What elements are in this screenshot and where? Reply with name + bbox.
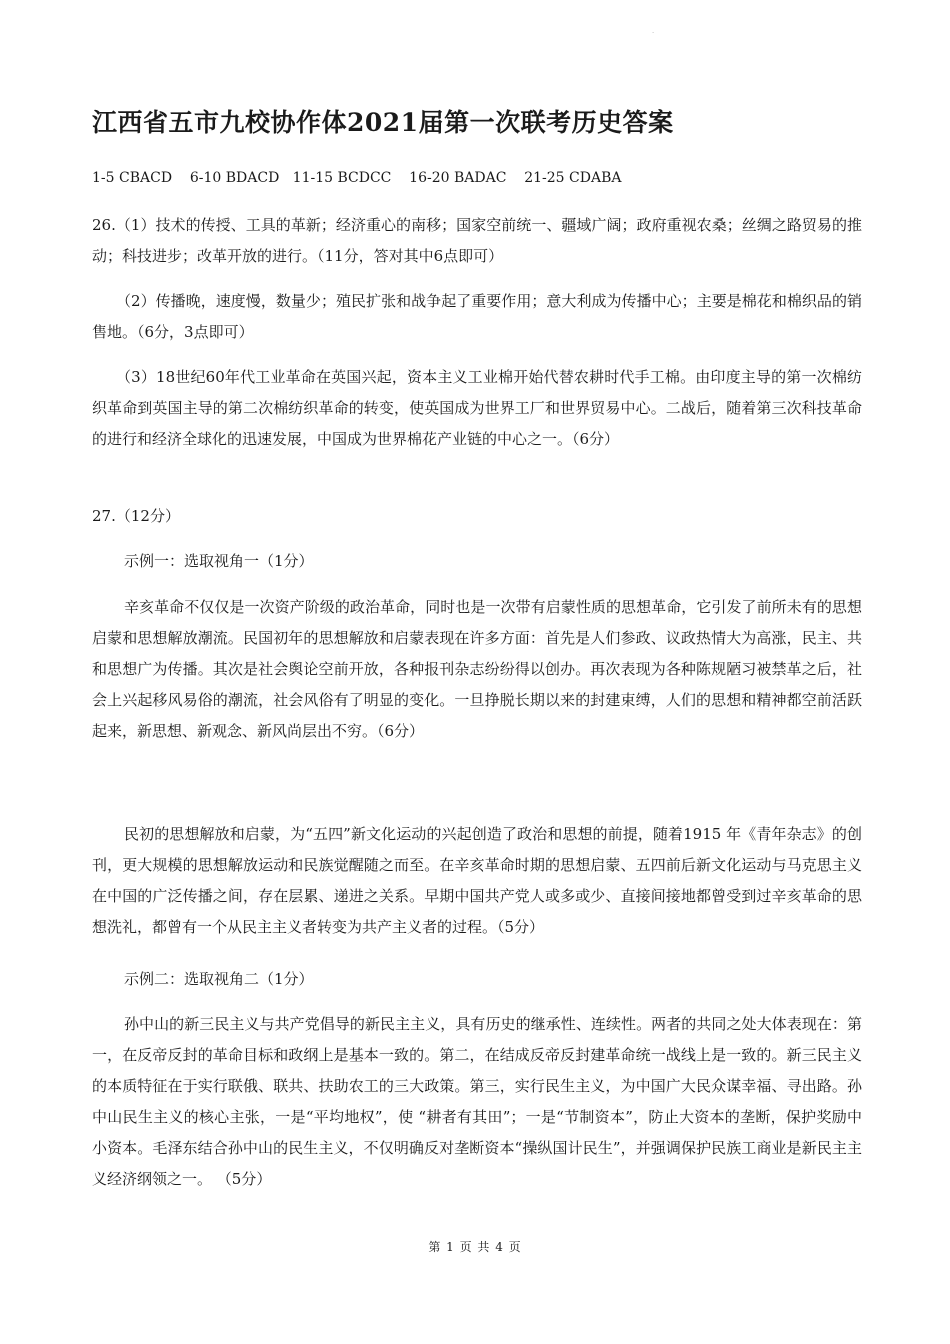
q26-part2: （2）传播晚，速度慢，数量少；殖民扩张和战争起了重要作用；意大利成为传播中心；主要是棉花和棉织品的销售地。（6分，3点即可）	[92, 292, 862, 341]
q27-example1-paragraph1: 辛亥革命不仅仅是一次资产阶级的政治革命，同时也是一次带有启蒙性质的思想革命，它引发了前所未有的思想启蒙和思想解放潮流。民国初年的思想解放和启蒙表现在许多方面：首先是人们参政、议政热情大为高涨，民主、共和思想广为传播。其次是社会舆论空前开放，各种报刊杂志纷纷得以创办。再次表现为各种陈规陋习被禁革之后，社会上兴起移风易俗的潮流，社会风俗有了明显的变化。一旦挣脱长期以来的封建束缚，人们的思想和精神都空前活跃起来，新思想、新观念、新风尚层出不穷。（6分）	[92, 598, 862, 740]
q26-part1: 26.（1）技术的传授、工具的革新；经济重心的南移；国家空前统一、疆域广阔；政府重视农桑；丝绸之路贸易的推动；科技进步；改革开放的进行。（11分，答对其中6点即可）	[92, 216, 862, 265]
q26-part3: （3）18世纪60年代工业革命在英国兴起，资本主义工业棉开始代替农耕时代手工棉。由印度主导的第一次棉纺织革命到英国主导的第二次棉纺织革命的转变，使英国成为世界工厂和世界贸易中心。二战后，随着第三次科技革命的进行和经济全球化的迅速发展，中国成为世界棉花产业链的中心之一。（6分）	[92, 368, 862, 448]
q27-example1-label: 示例一：选取视角一（1分）	[124, 552, 314, 570]
q27-heading: 27.（12分）	[92, 507, 180, 525]
decorative-dot: ·	[652, 30, 654, 37]
document-title: 江西省五市九校协作体2021届第一次联考历史答案	[92, 108, 674, 137]
q27-example1-paragraph2: 民初的思想解放和启蒙，为“五四”新文化运动的兴起创造了政治和思想的前提，随着1915 年《青年杂志》的创刊，更大规模的思想解放运动和民族觉醒随之而至。在辛亥革命时期的思想启蒙、五四前后新文化运动与马克思主义在中国的广泛传播之间，存在层累、递进之关系。早期中国共产党人或多或少、直接间接地都曾受到过辛亥革命的思想洗礼，都曾有一个从民主主义者转变为共产主义者的过程。（5分）	[92, 825, 862, 936]
choice-answers: 1-5 CBACD 6-10 BDACD 11-15 BCDCC 16-20 BADAC 21-25 CDABA	[92, 170, 622, 186]
q27-example2-paragraph1: 孙中山的新三民主义与共产党倡导的新民主主义，具有历史的继承性、连续性。两者的共同之处大体表现在：第一，在反帝反封的革命目标和政纲上是基本一致的。第二，在结成反帝反封建革命统一战线上是一致的。新三民主义的本质特征在于实行联俄、联共、扶助农工的三大政策。第三，实行民生主义，为中国广大民众谋幸福、寻出路。孙中山民生主义的核心主张，一是“平均地权”，使 “耕者有其田”；一是“节制资本”，防止大资本的垄断，保护奖励中小资本。毛泽东结合孙中山的民生主义，不仅明确反对垄断资本“操纵国计民生”，并强调保护民族工商业是新民主主义经济纲领之一。 （5分）	[92, 1015, 862, 1188]
q27-example2-label: 示例二：选取视角二（1分）	[124, 970, 314, 988]
page-number: 第 1 页 共 4 页	[428, 1240, 522, 1254]
